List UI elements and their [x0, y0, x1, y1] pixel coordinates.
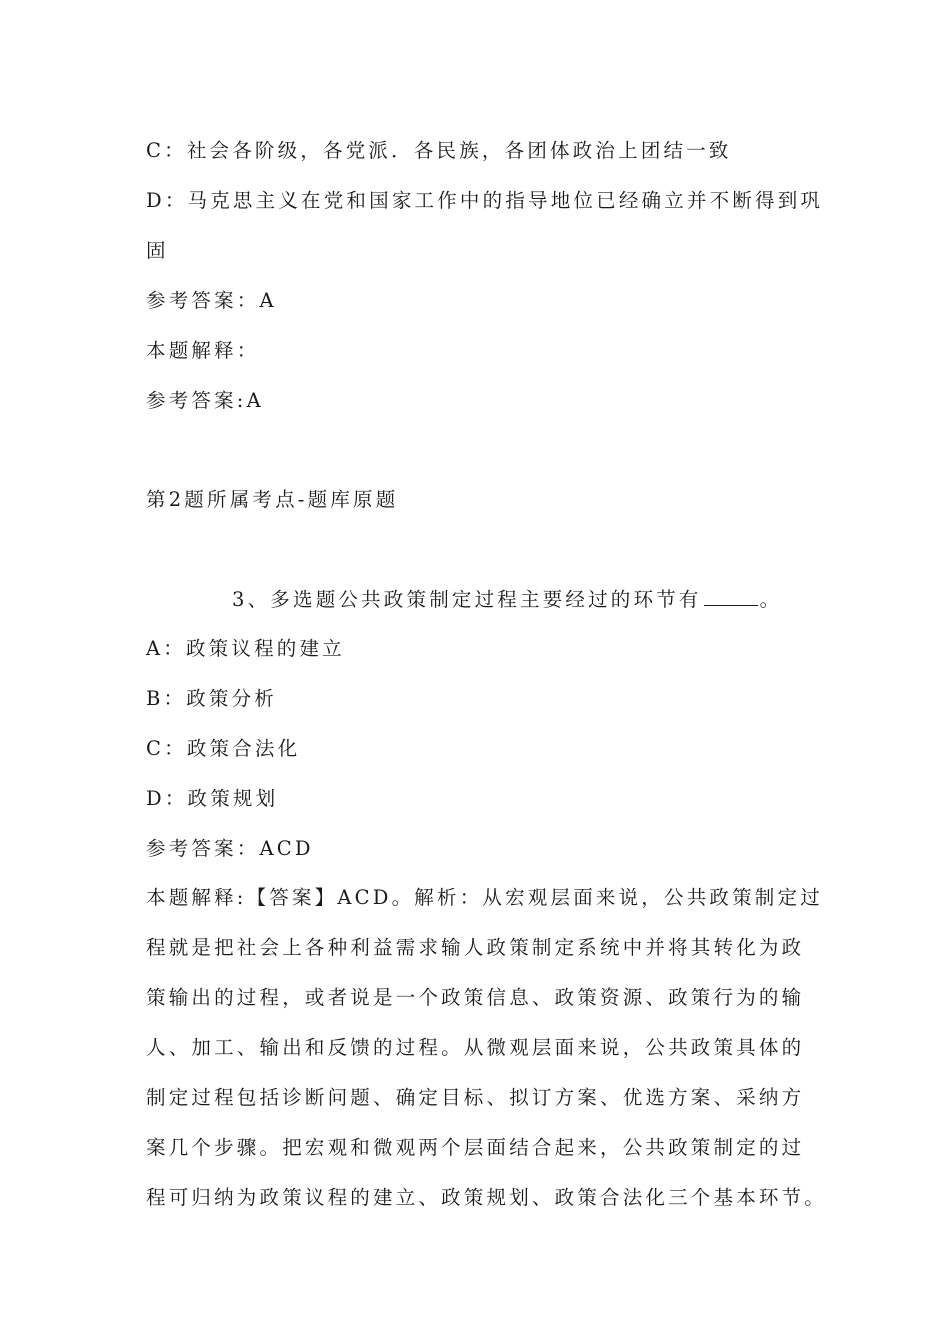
- q3-title-text: 3、多选题公共政策制定过程主要经过的环节有: [232, 588, 702, 611]
- q2-option-d-line2: 固: [146, 239, 169, 262]
- q3-answer: 参考答案：ACD: [146, 837, 314, 860]
- q3-explanation-line: 策输出的过程，或者说是一个政策信息、政策资源、政策行为的输: [146, 986, 805, 1009]
- q3-option-b: B：政策分析: [146, 687, 278, 710]
- q2-answer: 参考答案：A: [146, 289, 277, 312]
- q2-option-c: C：社会各阶级，各党派．各民族，各团体政治上团结一致: [146, 139, 732, 162]
- q3-title-end: 。: [759, 588, 783, 611]
- q3-explanation-line: 本题解释:【答案】ACD。解析：从宏观层面来说，公共政策制定过: [146, 886, 823, 909]
- q3-title: [232, 586, 782, 614]
- q3-option-d: D：政策规划: [146, 787, 279, 810]
- q3-explanation-line: 制定过程包括诊断问题、确定目标、拟订方案、优选方案、采纳方: [146, 1086, 805, 1109]
- q3-explanation-line: 程就是把社会上各种利益需求输人政策制定系统中并将其转化为政: [146, 936, 805, 959]
- q2-explanation-label: 本题解释：: [146, 339, 260, 362]
- q2-option-d-line1: D：马克思主义在党和国家工作中的指导地位已经确立并不断得到巩: [146, 189, 824, 212]
- q2-knowledge-point: 第2题所属考点-题库原题: [146, 488, 399, 511]
- q3-explanation-line: 人、加工、输出和反馈的过程。从微观层面来说，公共政策具体的: [146, 1036, 805, 1059]
- q3-explanation-line: 程可归纳为政策议程的建立、政策规划、政策合法化三个基本环节。: [146, 1186, 828, 1209]
- q3-explanation-line: 案几个步骤。把宏观和微观两个层面结合起来，公共政策制定的过: [146, 1136, 805, 1159]
- q3-option-a: A：政策议程的建立: [146, 637, 345, 660]
- answer-blank: [704, 587, 758, 606]
- q2-answer-repeat: 参考答案:A: [146, 389, 264, 412]
- q3-option-c: C：政策合法化: [146, 737, 301, 760]
